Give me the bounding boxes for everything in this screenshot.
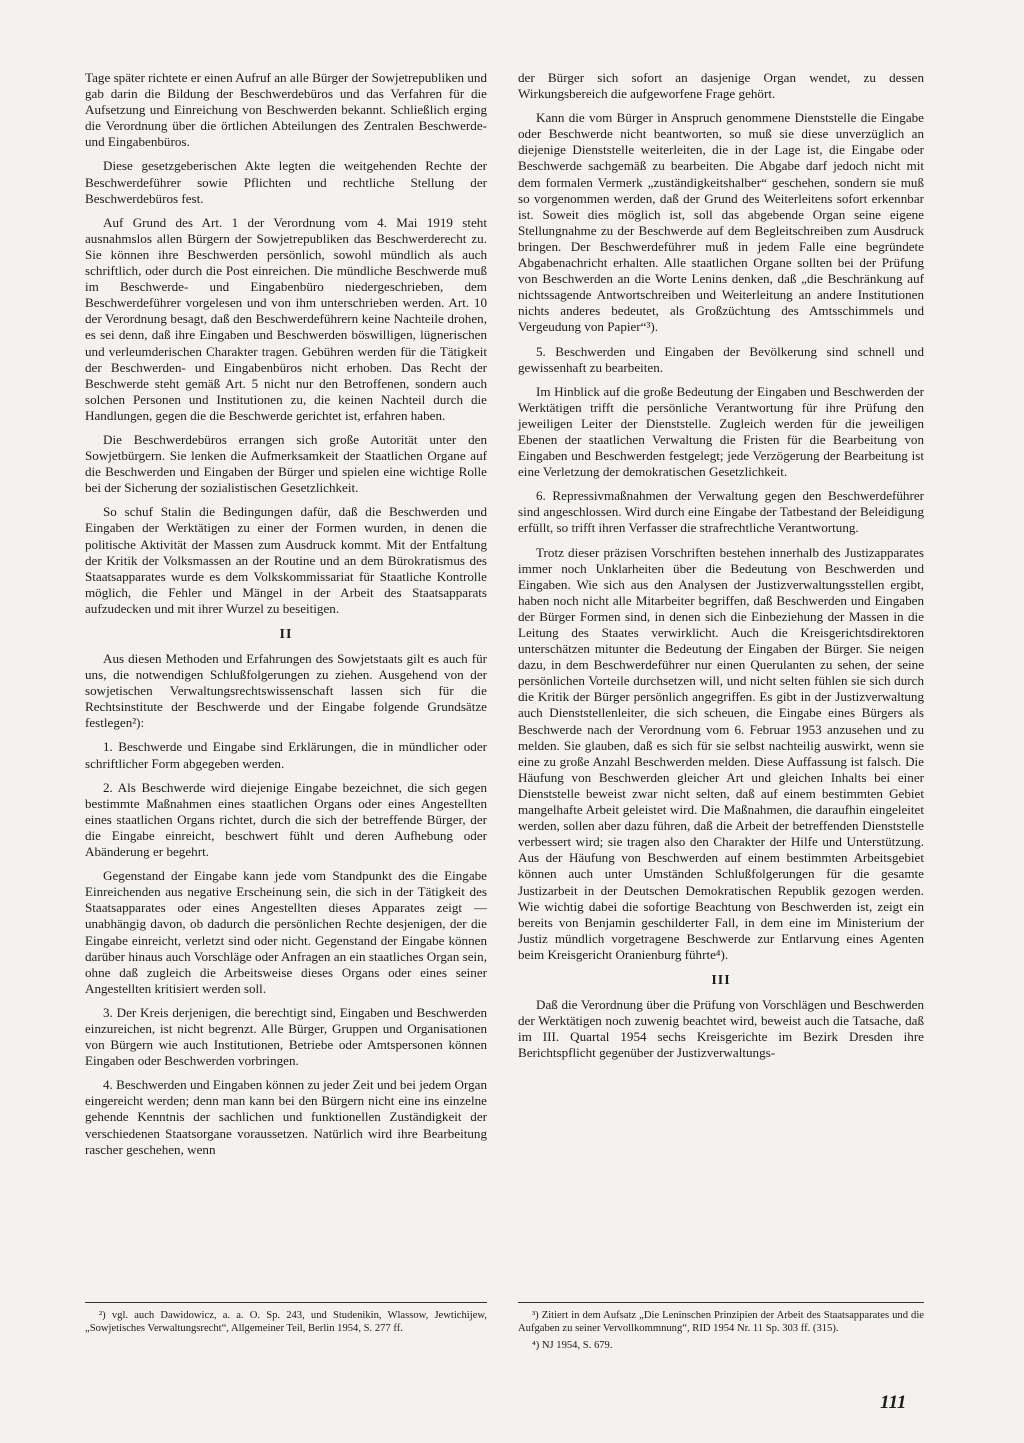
footnote: ²) vgl. auch Dawidowicz, a. a. O. Sp. 243, und Studenikin, Wlassow, Jewtichijew, „Sowjetisches Verwaltungsrecht“, Allgemeiner Teil, Berlin 1954, S. 277 ff. [85, 1310, 487, 1335]
paragraph: Trotz dieser präzisen Vorschriften bestehen innerhalb des Justizapparates immer noch Unklarheiten über die Bedeutung von Beschwerden und Eingaben. Wie sich aus den Analysen der Justizverwaltungsstellen ergibt, haben noch nicht alle Mitarbeiter begriffen, daß Beschwerden und Eingaben der Bürger Formen sind, in denen sich die Einbeziehung der Massen in die Leitung des Staates verwirklicht. Auch die Kreisgerichtsdirektoren unterschätzen mitunter die Bedeutung der Eingaben der Bürger. Sie neigen dazu, in dem Beschwerdeführer nur einen Querulanten zu sehen, der seine persönlichen Vorteile durchsetzen will, und nicht selten fühlen sie sich durch die Kritik der Bürger persönlich angegriffen. Es gibt in der Justizverwaltung auch Dienststellenleiter, die sich scheuen, die Eingabe eines Bürgers als Beschwerde nach der Verordnung vom 6. Februar 1953 anzusehen und zu melden. Sie glauben, daß es sich für sie selbst nachteilig auswirkt, wenn sie eine zu große Anzahl Beschwerden melden. Diese Auffassung ist falsch. Die Häufung von Beschwerden gleicher Art und gleichen Inhalts bei einer Dienststelle beweist zwar nicht selten, daß auf einem bestimmten Gebiet mangelhafte Arbeit geleistet wird. Die Maßnahmen, die daraufhin eingeleitet werden, sollen aber dazu führen, daß die Arbeit der betreffenden Dienststelle verbessert wird; sie tragen also den Charakter der Hilfe und Unterstützung. Aus der Häufung von Beschwerden auf einem bestimmten Arbeitsgebiet können auch unter Umständen Schlußfolgerungen für die gesamte Justizarbeit in der Deutschen Demokratischen Republik gezogen werden. Wie wichtig dabei die sofortige Beachtung von Beschwerden ist, zeigt ein bereits von Benjamin geschilderter Fall, in dem eine im Ministerium der Justiz mündlich vorgetragene Beschwerde zur Entlarvung eines Agenten beim Kreisgericht Oranienburg führte⁴). [518, 544, 924, 962]
paragraph: Kann die vom Bürger in Anspruch genommene Dienststelle die Eingabe oder Beschwerde nicht beantworten, so muß sie diese unverzüglich an diejenige Dienststelle weiterleiten, die in der Lage ist, die Eingabe oder Beschwerde sachgemäß zu bearbeiten. Die Abgabe darf jedoch nicht mit dem formalen Vermerk „zuständigkeitshalber“ geschehen, sondern sie muß so vorgenommen werden, daß der Grund des Weiterleitens sofort erkennbar ist. Soweit dies möglich ist, soll das abgebende Organ seine eigene Stellungnahme zu der Beschwerde auf dem Begleitschreiben zum Ausdruck bringen. Der Beschwerdeführer muß in jedem Falle eine begründete Abgabenachricht erhalten. Alle staatlichen Organe sollten bei der Prüfung von Beschwerden an die Worte Lenins denken, daß „die Beschränkung auf nichtssagende Antwortschreiben und Weiterleitung an andere Institutionen nichts anderes bedeutet, als Großzüchtung des Amtsschimmels und Vergeudung von Papier“³). [518, 110, 924, 335]
paragraph: Im Hinblick auf die große Bedeutung der Eingaben und Beschwerden der Werktätigen trifft die persönliche Verantwortung für ihre Prüfung den jeweiligen Leiter der Dienststelle. Zugleich werden für die jeweiligen Ebenen der staatlichen Verwaltung die Fristen für die Bearbeitung von Eingaben und Beschwerden festgelegt; jede Verzögerung der Bearbeitung ist eine Verletzung der demokratischen Gesetzlichkeit. [518, 383, 924, 480]
paragraph: der Bürger sich sofort an dasjenige Organ wendet, zu dessen Wirkungsbereich die aufgeworfene Frage gehört. [518, 70, 924, 102]
paragraph: 2. Als Beschwerde wird diejenige Eingabe bezeichnet, die sich gegen bestimmte Maßnahmen eines staatlichen Organs oder eines Angestellten eines staatlichen Organs richtet, durch die sich der betreffende Bürger, der die Eingabe einreicht, beschwert fühlt und deren Aufhebung oder Abänderung er begehrt. [85, 779, 487, 860]
paragraph: 4. Beschwerden und Eingaben können zu jeder Zeit und bei jedem Organ eingereicht werden; denn man kann bei den Bürgern nicht eine ins einzelne gehende Kenntnis der sachlichen und funktionellen Zuständigkeit der verschiedenen Staatsorgane voraussetzen. Natürlich wird ihre Bearbeitung rascher geschehen, wenn [85, 1077, 487, 1157]
section-heading: III [711, 972, 731, 988]
paragraph: 5. Beschwerden und Eingaben der Bevölkerung sind schnell und gewissenhaft zu bearbeiten. [518, 343, 924, 375]
paragraph: 6. Repressivmaßnahmen der Verwaltung gegen den Beschwerdeführer sind angeschlossen. Wird durch eine Eingabe der Tatbestand der Beleidigung erfüllt, so trifft ihren Verfasser die strafrechtliche Verantwortung. [518, 488, 924, 536]
section-heading: II [279, 627, 293, 642]
paragraph: 3. Der Kreis derjenigen, die berechtigt sind, Eingaben und Beschwerden einzureichen, ist nicht begrenzt. Alle Bürger, Gruppen und Organisationen von Bürgern wie auch Institutionen, Betriebe oder Amtspersonen können Eingaben oder Beschwerden vorbringen. [85, 1004, 487, 1069]
left-column [85, 70, 487, 1166]
paragraph: 1. Beschwerde und Eingabe sind Erklärungen, die in mündlicher oder schriftlicher Form abgegeben werden. [85, 739, 487, 771]
paragraph: Gegenstand der Eingabe kann jede vom Standpunkt des die Eingabe Einreichenden aus negative Erscheinung sein, die sich in der Tätigkeit des Staatsapparates oder eines Angestellten dieses Apparates zeigt — unabhängig davon, ob dadurch die persönlichen Rechte desjenigen, der die Eingabe einreicht, verletzt sind oder nicht. Gegenstand der Eingabe können darüber hinaus auch Vorschläge oder Anfragen an ein staatliches Organ sein, ohne daß zugleich die Arbeitsweise dieses Organs oder eines seiner Angestellten kritisiert werden soll. [85, 868, 487, 996]
paragraph: So schuf Stalin die Bedingungen dafür, daß die Beschwerden und Eingaben der Werktätigen zu einer der Formen wurden, in denen die politische Aktivität der Massen zum Ausdruck kommt. Mit der Entfaltung der Kritik der Volksmassen an der Routine und an dem Bürokratismus des Staatsapparates wurde es dem Volkskommissariat für Staatliche Kontrolle möglich, die Fehler und Mängel in der Arbeit des Staatsapparats aufzudecken und mit ihrer Wurzel zu beseitigen. [85, 504, 487, 616]
footnote: ³) Zitiert in dem Aufsatz „Die Leninschen Prinzipien der Arbeit des Staatsapparates und die Aufgaben zu seiner Vervollkommnung“, RID 1954 Nr. 11 Sp. 303 ff. (315). [518, 1310, 924, 1335]
paragraph: Daß die Verordnung über die Prüfung von Vorschlägen und Beschwerden der Werktätigen noch zuwenig beachtet wird, beweist auch die Tatsache, daß im III. Quartal 1954 sechs Kreisgerichte im Bezirk Dresden ihre Berichtspflicht gegenüber der Justizverwaltungs- [518, 996, 924, 1061]
page-number: 111 [880, 1392, 907, 1413]
paragraph: Auf Grund des Art. 1 der Verordnung vom 4. Mai 1919 steht ausnahmslos allen Bürgern der Sowjetrepubliken das Beschwerderecht zu. Sie können ihre Beschwerden persönlich, sowohl mündlich als auch schriftlich, oder durch die Post einreichen. Die mündliche Beschwerde muß im Beschwerde- und Eingabenbüro niedergeschrieben, dem Beschwerdeführer vorgelesen und von ihm unterschrieben werden. Art. 10 der Verordnung besagt, daß den Beschwerdeführern keine Nachteile drohen, es sei denn, daß ihre Eingaben und Beschwerden böswilligen, lügnerischen und verleumderischen Charakter tragen. Gebühren werden für die Tätigkeit der Beschwerden- und Eingabenbüros nicht erhoben. Das Recht der Beschwerde steht gemäß Art. 5 nicht nur den Betroffenen, sondern auch solchen Personen und Institutionen zu, die keinen Nachteil durch die Handlungen, gegen die die Beschwerde gerichtet ist, erfahren haben. [85, 214, 487, 423]
footnotes-left [85, 1302, 487, 1339]
footnotes-right [518, 1302, 924, 1355]
right-column [518, 70, 924, 1069]
paragraph: Diese gesetzgeberischen Akte legten die weitgehenden Rechte der Beschwerdeführer sowie Pflichten und rechtliche Stellung der Beschwerdebüros fest. [85, 158, 487, 206]
paragraph: Die Beschwerdebüros errangen sich große Autorität unter den Sowjetbürgern. Sie lenken die Aufmerksamkeit der Staatlichen Organe auf die Beschwerden und Eingaben der Bürger und spielen eine wichtige Rolle bei der Sicherung der sozialistischen Gesetzlichkeit. [85, 431, 487, 496]
paragraph: Aus diesen Methoden und Erfahrungen des Sowjetstaats gilt es auch für uns, die notwendigen Schlußfolgerungen zu ziehen. Ausgehend von der sowjetischen Verwaltungsrechtswissenschaft lassen sich für die Rechtsinstitute der Beschwerde und der Eingabe folgende Grundsätze festlegen²): [85, 651, 487, 731]
paragraph: Tage später richtete er einen Aufruf an alle Bürger der Sowjetrepubliken und gab darin die Bildung der Beschwerdebüros und das Verfahren für die Aufsetzung und Einreichung von Beschwerden bekannt. Schließlich erging die Verordnung über die örtlichen Abteilungen des Zentralen Beschwerde- und Eingabenbüros. [85, 70, 487, 150]
footnote: ⁴) NJ 1954, S. 679. [532, 1339, 613, 1351]
